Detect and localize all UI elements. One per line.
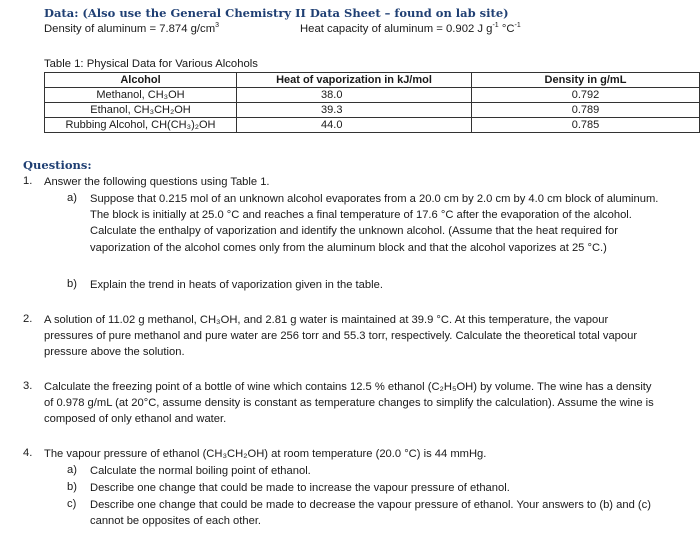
table-row [45, 88, 700, 103]
question-4b-label: b) [67, 481, 77, 493]
heat-cell: 39.3 [237, 103, 472, 118]
question-4a-label: a) [67, 464, 77, 476]
column-header-alcohol: Alcohol [45, 73, 237, 88]
density-cell: 0.792 [471, 88, 699, 103]
question-4c-text: Describe one change that could be made to decrease the vapour pressure of ethanol. Your answers to (b) and (c) cannot be opposites of each other. [90, 499, 651, 528]
density-cell: 0.789 [471, 103, 699, 118]
question-3-text: Calculate the freezing point of a bottle of wine which contains 12.5 % ethanol (C₂H₅OH) by volume. The wine has a density of 0.978 g/mL (at 20°C, assume density is constant as temperature changes to simplify the calculation). Assume the wine is composed of only ethanol and water. [44, 381, 654, 426]
question-1-number: 1. [23, 175, 33, 187]
column-header-heat: Heat of vaporization in kJ/mol [237, 73, 472, 88]
question-4-number: 4. [23, 447, 33, 459]
aluminum-density: Density of aluminum = 7.874 $g/cm^3$ [44, 22, 220, 35]
question-4a-text: Calculate the normal boiling point of ethanol. [90, 465, 311, 477]
column-header-density: Density in g/mL [471, 73, 699, 88]
question-4-text: The vapour pressure of ethanol (CH₃CH₂OH) at room temperature (20.0 °C) is 44 mmHg. [44, 448, 487, 460]
alcohol-data-table [44, 72, 700, 133]
question-1b-label: b) [67, 278, 77, 290]
density-cell: 0.785 [471, 118, 699, 133]
alcohol-name-cell: Rubbing Alcohol, CH(CH₃)₂OH [45, 118, 237, 133]
aluminum-heat-capacity: Heat capacity of aluminum = 0.902 J $g^{-1}$ $^\circ C^{-1}$ [300, 22, 521, 35]
question-3-number: 3. [23, 380, 33, 392]
question-1a-text: Suppose that 0.215 mol of an unknown alcohol evaporates from a 20.0 cm by 2.0 cm by 4.0 cm block of aluminum. The block is initially at 25.0 °C and reaches a final temperature of 17.6 °C after the evaporation of the alcohol. Calculate the enthalpy of vaporization and identify the unknown alcohol. (Assume that the heat required for vaporization of the alcohol comes only from the aluminum block and that the alcohol vaporizes at 25 °C.) [90, 193, 659, 254]
heat-cell: 44.0 [237, 118, 472, 133]
question-4b-text: Describe one change that could be made to increase the vapour pressure of ethanol. [90, 482, 510, 494]
question-1-text: Answer the following questions using Table 1. [44, 176, 270, 188]
table-row [45, 103, 700, 118]
table-row [45, 118, 700, 133]
question-2-number: 2. [23, 313, 33, 325]
question-1a-label: a) [67, 192, 77, 204]
questions-heading: Questions: [23, 158, 92, 172]
alcohol-name-cell: Ethanol, CH₃CH₂OH [45, 103, 237, 118]
data-title: Data: (Also use the General Chemistry II Data Sheet – found on lab site) [44, 6, 509, 20]
question-2-text: A solution of 11.02 g methanol, CH₃OH, and 2.81 g water is maintained at 39.9 °C. At this temperature, the vapour pressures of pure methanol and pure water are 256 torr and 55.3 torr, respectively. Calculate the theoretical total vapour pressure above the solution. [44, 314, 638, 359]
alcohol-name-cell: Methanol, CH₃OH [45, 88, 237, 103]
question-1b-text: Explain the trend in heats of vaporization given in the table. [90, 279, 383, 291]
question-4c-label: c) [67, 498, 77, 510]
heat-cell: 38.0 [237, 88, 472, 103]
table-header-row [45, 73, 700, 88]
table-caption: Table 1: Physical Data for Various Alcohols [44, 58, 258, 70]
